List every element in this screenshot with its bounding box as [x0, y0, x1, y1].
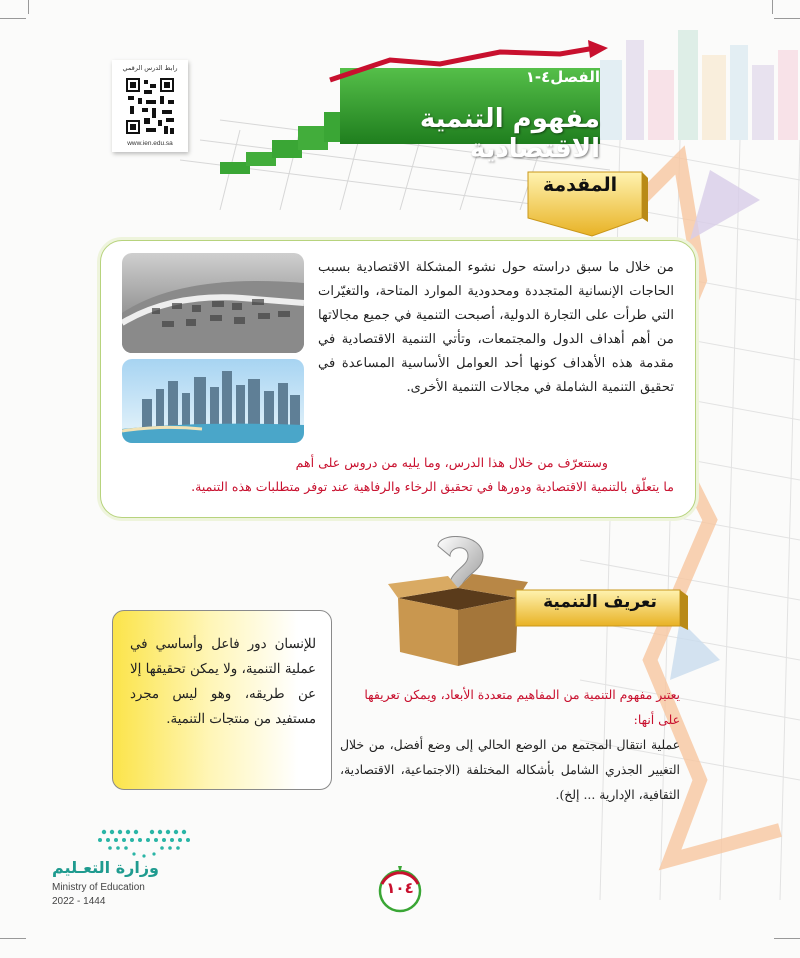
qr-label: رابط الدرس الرقمي — [122, 64, 178, 72]
definition-text: عملية انتقال المجتمع من الوضع الحالي إلى وضع أفضل، من خلال التغيير الجذري الشامل بأشكاله المختلفة (الاجتماعية، الاقتصادية، الثقافية، الإدارية ... إلخ). — [340, 737, 680, 802]
qr-code-icon[interactable] — [124, 76, 176, 136]
crop-mark — [0, 938, 26, 939]
page-number: ١٠٤ — [386, 879, 414, 897]
ministry-name-arabic: وزارة التعـليم — [52, 858, 159, 877]
modern-city-photo — [122, 359, 304, 443]
historic-town-photo — [122, 253, 304, 353]
intro-paragraph: من خلال ما سبق دراسته حول نشوء المشكلة الاقتصادية بسبب الحاجات الإنسانية المتجددة ومحدودية الموارد المتاحة، والتغيّرات التي طرأت على التجارة الدولية، أصبحت التنمية في جميع مجالاتها من أهم أهداف الدول والمجتمعات، وتأتي التنمية الاقتصادية في مقدمة هذه الأهداف كونها أحد العوامل الأساسية المساعدة في تحقيق التنمية الشاملة في مجالات التنمية الأخرى. — [318, 260, 674, 395]
crop-mark — [774, 938, 800, 939]
crop-mark — [774, 18, 800, 19]
definition-lead: يعتبر مفهوم التنمية من المفاهيم متعددة الأبعاد، ويمكن تعريفها على أنها: — [364, 687, 680, 727]
qr-card[interactable] — [112, 60, 188, 152]
question-box-illustration — [388, 536, 528, 670]
crop-mark — [772, 0, 773, 14]
intro-highlight-line-1: وستتعرّف من خلال هذا الدرس، وما يليه من دروس على أهم — [295, 455, 608, 470]
ministry-name-english: Ministry of Education — [52, 882, 145, 893]
intro-highlight-line-2: ما يتعلّق بالتنمية الاقتصادية ودورها في تحقيق الرخاء والرفاهية عند توفر متطلبات هذه التنمية. — [191, 479, 674, 494]
intro-highlight — [112, 451, 674, 499]
crop-mark — [28, 0, 29, 14]
page-title: مفهوم التنمية الاقتصادية — [419, 104, 600, 164]
ministry-year: 2022 - 1444 — [52, 896, 106, 907]
ministry-logo-icon — [96, 826, 192, 860]
side-note-text: للإنسان دور فاعل وأساسي في عملية التنمية، ولا يمكن تحقيقها إلا عن طريقه، وهو ليس مجرد مستفيد من منتجات التنمية. — [130, 637, 316, 727]
city-skyline-illustration — [590, 20, 800, 140]
qr-url: www.ien.edu.sa — [127, 140, 173, 147]
intro-heading: المقدمة — [542, 174, 618, 196]
crop-mark — [0, 18, 26, 19]
chapter-label: الفصل٤-١ — [525, 68, 600, 86]
definition-heading: تعريف التنمية — [543, 592, 657, 612]
